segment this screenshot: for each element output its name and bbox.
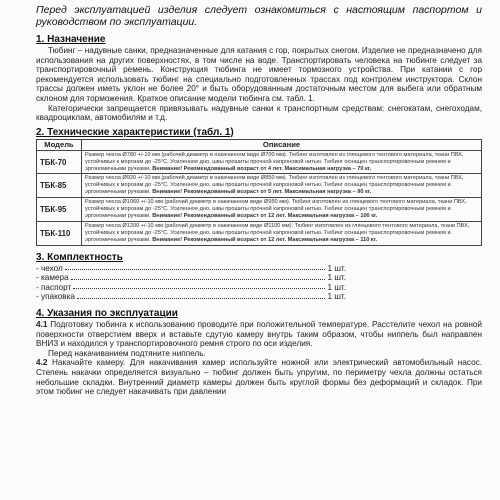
column-header-model: Модель	[37, 139, 82, 150]
warning-text: Внимание! Рекомендованный возраст от 5 лет. Максимальная нагрузка – 90 кг.	[152, 189, 372, 196]
instruction-text: Подготовку тюбинга к использованию проводите при положительной температуре. Расстелите чехол на ровной поверхности отверстием вверх и вставьте сдутую камеру внутрь таким образом, чтобы ниппель был направлен ВНИЗ и находился у транспортировочного ремня строго по оси изделия.	[36, 320, 482, 349]
section-1-paragraph-1: Тюбинг – надувные санки, предназначенные для катания с гор, покрытых снегом. Изделие не предназначено для использования на других поверхностях, в том числе на воде. Транспортировать человека на тюбинге следует за транспортировочный ремень. Конструкция тюбинга не имеет тормозного устройства. При катании с гор рекомендуется использовать тюбинг на специально подготовленных трассах под контролем инструктора. Склон трассы должен иметь уклон не более 20° и быть оборудованным достаточным местом для выбега или обратным склоном для торможения. Краткое описание модели тюбинга см. табл. 1.	[36, 46, 482, 103]
description-text: Размер чехла Ø1060 +/-10 мм (рабочий диаметр в накачанном виде Ø950 мм). Тюбинг изготовлен из глянцевого тентового материала, ткани ПВХ, устойчивых к морозам до -25°С. Усиленное дно, швы прошиты прочной капроновой нитью. Тюбинг оснащен транспортировочным ремнем и эргономичными ручками.	[85, 199, 467, 219]
model-description	[82, 221, 482, 245]
specs-table	[36, 139, 482, 246]
model-name: ТБК-70	[37, 150, 82, 174]
model-name: ТБК-95	[37, 198, 82, 222]
leader-dots	[65, 264, 326, 271]
model-description	[82, 174, 482, 198]
leader-dots	[73, 283, 325, 290]
instruction-text: Накачайте камеру. Для накачивания камер используйте ножной или электрический автомобильный насос. Степень накачки определяется визуально – тюбинг должен быть упругим, по периметру чехла должны остаться небольшие складки. Внутренний диаметр камеры должен быть круглой формы без деформаций и складок. При этом тюбинг не следует накачивать при давлении	[36, 358, 482, 397]
section-1-paragraph-2: Категорически запрещается привязывать надувные санки к транспортным средствам: снегокатам, снегоходам, квадроциклам, автомобилям и т.д.	[36, 103, 482, 123]
model-name: ТБК-85	[37, 174, 82, 198]
item-qty: 1 шт.	[327, 273, 346, 283]
instruction-4-2	[36, 358, 482, 396]
item-name: - паспорт	[36, 282, 72, 292]
table-row	[37, 150, 482, 174]
list-item	[36, 292, 346, 302]
section-1-title: 1. Назначение	[36, 34, 106, 45]
table-row	[37, 174, 482, 198]
model-description	[82, 150, 482, 174]
item-name: - чехол	[36, 263, 63, 273]
section-2-title: 2. Технические характеристики (табл. 1)	[36, 126, 234, 138]
model-description	[82, 198, 482, 222]
warning-text: Внимание! Рекомендованный возраст от 12 лет. Максимальная нагрузка – 110 кг.	[152, 236, 378, 243]
instruction-4-1	[36, 320, 482, 349]
list-item	[36, 283, 346, 293]
description-text: Размер чехла Ø780 +/-10 мм (рабочий диаметр в накачанном виде Ø700 мм). Тюбинг изготовлен из глянцевого тентового материала, ткани ПВХ, устойчивых к морозам до -25°С. Усиленное дно, швы прошиты прочной капроновой нитью. Тюбинг оснащен транспортировочным ремнем и эргономичными ручками.	[85, 151, 464, 172]
item-qty: 1 шт.	[327, 292, 346, 302]
table-row	[37, 221, 482, 245]
leader-dots	[71, 273, 326, 280]
list-item	[36, 264, 346, 274]
description-text: Размер чехла Ø920 +/-10 мм (рабочий диаметр в накачанном виде Ø850 мм). Тюбинг изготовлен из глянцевого тентового материала, ткани ПВХ, устойчивых к морозам до -25°С. Усиленное дно, швы прошиты прочной капроновой нитью. Тюбинг оснащен транспортировочным ремнем и эргономичными ручками.	[85, 175, 464, 196]
instruction-4-1-note: Перед накачиванием подтяните ниппель.	[48, 348, 206, 358]
list-item	[36, 273, 346, 283]
warning-text: Внимание! Рекомендованный возраст от 4 лет. Максимальная нагрузка – 70 кг.	[152, 165, 372, 172]
description-text: Размер чехла Ø1200 +/-10 мм (рабочий диаметр в накачанном виде Ø1100 мм). Тюбинг изготовлен из глянцевого тентового материала, ткани ПВХ, устойчивых к морозам до -25°С. Усиленное дно, швы прошиты прочной капроновой нитью. Тюбинг оснащен транспортировочным ремнем и эргономичными ручками.	[85, 222, 470, 243]
warning-text: Внимание! Рекомендованный возраст от 12 лет. Максимальная нагрузка – 100 кг.	[152, 213, 378, 219]
item-name: - упаковка	[36, 292, 75, 302]
instruction-number: 4.2	[36, 358, 48, 368]
item-qty: 1 шт.	[327, 263, 346, 273]
section-4-title: 4. Указания по эксплуатации	[36, 308, 178, 319]
specs-table-header	[37, 139, 482, 150]
item-name: - камера	[36, 273, 69, 283]
instruction-number: 4.1	[36, 320, 48, 329]
section-3-title: 3. Комплектность	[36, 251, 123, 263]
intro-text: Перед эксплуатацией изделия следует ознакомиться с настоящим паспортом и руководством по эксплуатации.	[36, 4, 482, 28]
table-row	[37, 198, 482, 222]
leader-dots	[77, 292, 326, 299]
column-header-description: Описание	[82, 139, 482, 150]
model-name: ТБК-110	[37, 221, 82, 245]
item-qty: 1 шт.	[327, 282, 346, 292]
